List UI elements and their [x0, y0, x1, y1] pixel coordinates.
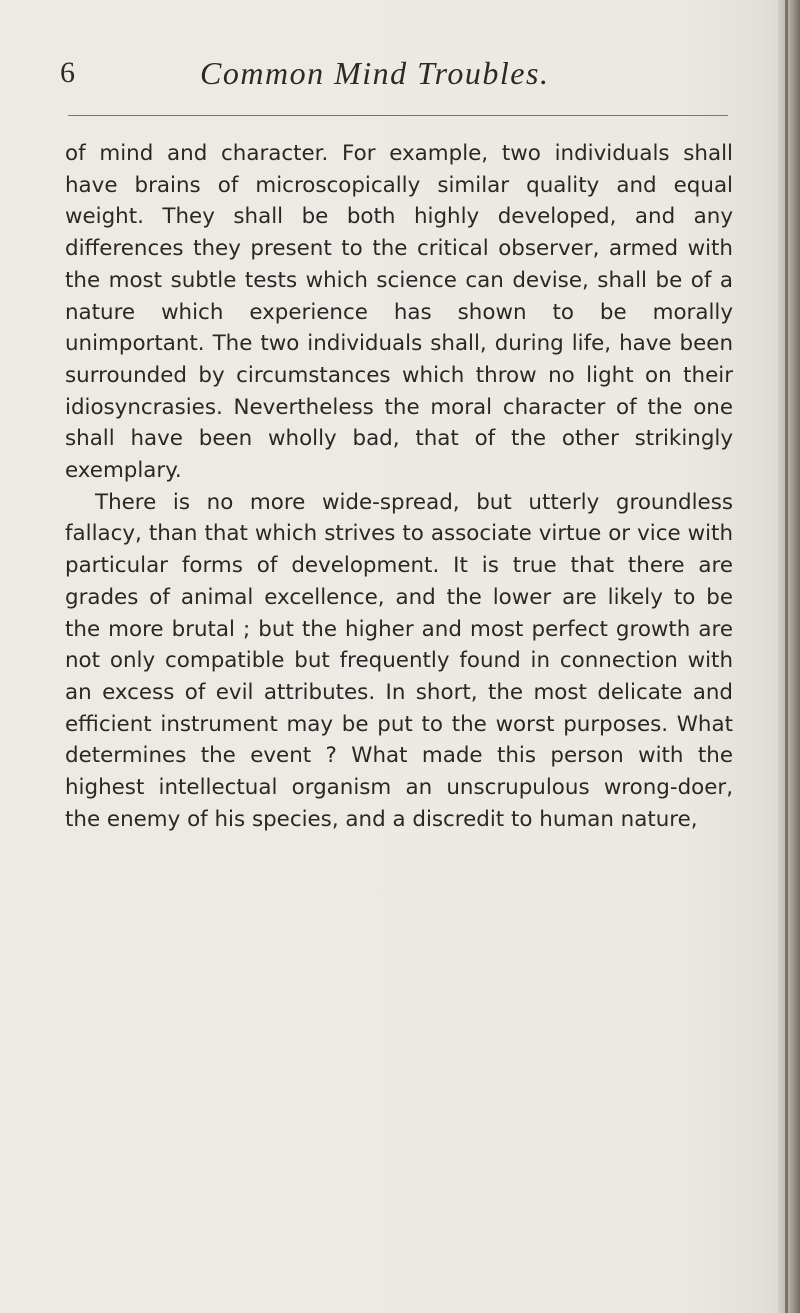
- header-rule: [68, 115, 728, 116]
- running-head: [60, 50, 740, 100]
- running-title: Common Mind Troubles.: [200, 55, 550, 91]
- page-number: 6: [60, 56, 75, 89]
- page-binding-shadow: [785, 0, 788, 1313]
- paragraph: There is no more wide-spread, but utterly groundless fallacy, than that which strives to associate virtue or vice with particular forms of development. It is true that there are grades of animal excellence, and the lower are likely to be the more brutal ; but the higher and most perfect growth are not only compatible but frequently found in connection with an excess of evil attributes. In short, the most delicate and efficient instrument may be put to the worst purposes. What determines the event ? What made this person with the highest intellectual organism an unscrupulous wrong-doer, the enemy of his species, and a discredit to human nature,: [65, 489, 733, 832]
- body-text: [65, 138, 733, 835]
- paragraph-continued: of mind and character. For example, two individuals shall have brains of microscopically similar quality and equal weight. They shall be both highly developed, and any differences they present to the critical observer, armed with the most subtle tests which science can devise, shall be of a nature which experience has shown to be morally unimportant. The two individuals shall, during life, have been surrounded by circumstances which throw no light on their idiosyncrasies. Nevertheless the moral character of the one shall have been wholly bad, that of the other strikingly exemplary.: [65, 141, 733, 484]
- page-binding-edge: [778, 0, 800, 1313]
